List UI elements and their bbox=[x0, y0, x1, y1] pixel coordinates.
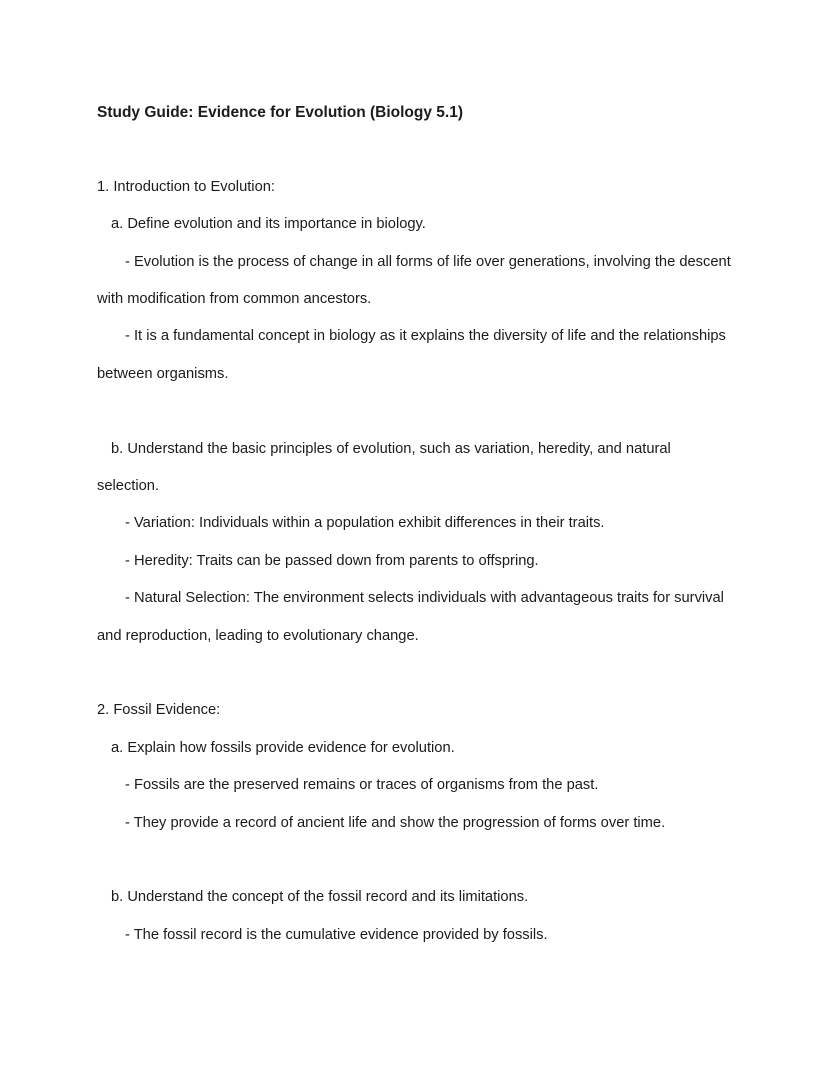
empty-paragraph bbox=[97, 655, 733, 692]
document-title: Study Guide: Evidence for Evolution (Biology 5.1) bbox=[97, 104, 464, 121]
paragraph: - Fossils are the preserved remains or traces of organisms from the past. bbox=[125, 777, 599, 794]
paragraph: b. Understand the concept of the fossil record and its limitations. bbox=[111, 889, 529, 906]
paragraph: 2. Fossil Evidence: bbox=[97, 702, 221, 719]
empty-paragraph bbox=[97, 842, 733, 879]
paragraph: 1. Introduction to Evolution: bbox=[97, 178, 275, 195]
paragraph: a. Define evolution and its importance in biology. bbox=[111, 216, 426, 233]
paragraph: - Evolution is the process of change in all forms of life over generations, involving the descent with modification from common ancestors. bbox=[97, 253, 731, 308]
title-spacer bbox=[97, 131, 733, 168]
paragraph: - Variation: Individuals within a population exhibit differences in their traits. bbox=[125, 515, 605, 532]
paragraph: a. Explain how fossils provide evidence for evolution. bbox=[111, 739, 455, 756]
paragraph: - Heredity: Traits can be passed down from parents to offspring. bbox=[125, 552, 539, 569]
empty-paragraph bbox=[97, 393, 733, 430]
document-body bbox=[97, 169, 733, 954]
paragraph: - Natural Selection: The environment selects individuals with advantageous traits for survival and reproduction, leading to evolutionary change. bbox=[97, 590, 724, 644]
paragraph: - They provide a record of ancient life and show the progression of forms over time. bbox=[125, 814, 666, 831]
paragraph: - It is a fundamental concept in biology as it explains the diversity of life and the relationships between organisms. bbox=[97, 328, 726, 382]
paragraph: b. Understand the basic principles of evolution, such as variation, heredity, and natural selection. bbox=[97, 440, 671, 495]
paragraph: - The fossil record is the cumulative evidence provided by fossils. bbox=[125, 926, 548, 943]
